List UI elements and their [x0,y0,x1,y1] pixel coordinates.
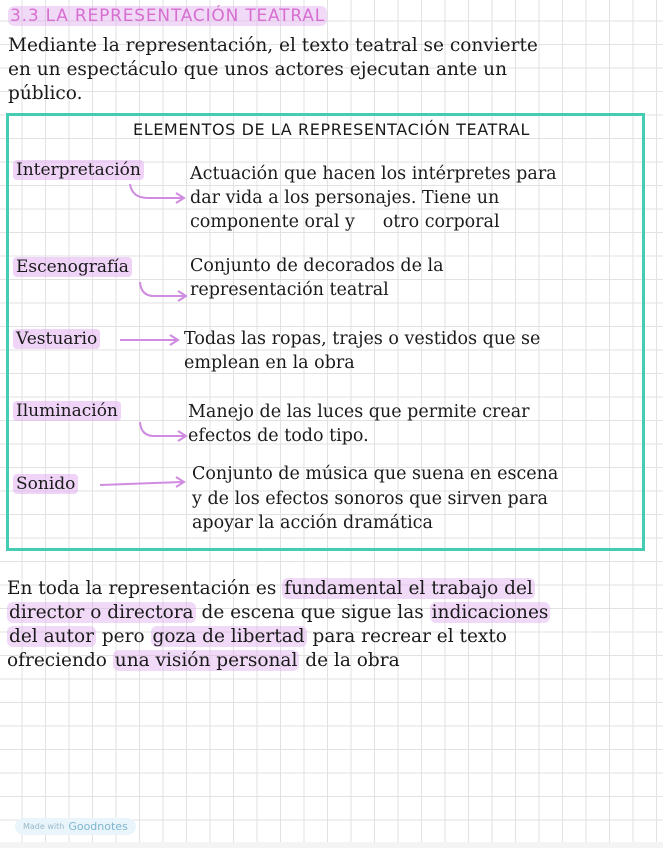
page-bottom-edge [0,842,663,848]
definition-line: y de los efectos sonoros que sirven para [192,489,548,509]
intro-line-2: en un espectáculo que unos actores ejecutan ante un [8,59,507,80]
goodnotes-watermark [15,818,136,835]
arrow-icon [128,182,190,206]
term-interpretacion: Interpretación [13,160,144,180]
term-vestuario: Vestuario [13,329,100,349]
conclusion-line-3: del autor pero goza de libertad para recrear el texto [9,626,507,647]
definition-line: emplean en la obra [184,353,355,373]
term-iluminacion: Iluminación [13,401,121,421]
definition-line: Actuación que hacen los intérpretes para [190,164,557,184]
term-escenografia: Escenografía [13,257,132,277]
definition-line: componente oral y otro corporal [190,212,500,232]
definition-line: representación teatral [190,280,389,300]
intro-line-3: público. [8,83,83,104]
arrow-icon [118,330,184,350]
definition-line: dar vida a los personajes. Tiene un [190,188,500,208]
definition-line: Conjunto de música que suena en escena [192,464,559,484]
term-sonido: Sonido [13,474,78,494]
watermark-prefix: Made with [23,822,65,831]
page-title: 3.3 LA REPRESENTACIÓN TEATRAL [10,6,325,26]
arrow-icon [98,474,190,494]
definition-line: efectos de todo tipo. [188,426,369,446]
intro-line-1: Mediante la representación, el texto teatral se convierte [8,35,538,56]
definition-line: Todas las ropas, trajes o vestidos que se [184,329,541,349]
arrow-icon [138,420,190,444]
watermark-brand: Goodnotes [68,820,128,833]
definition-line: Manejo de las luces que permite crear [188,402,530,422]
conclusion-line-2: director o directora de escena que sigue las indicaciones [9,602,549,623]
conclusion-line-4: ofreciendo una visión personal de la obra [7,650,400,671]
definition-line: Conjunto de decorados de la [190,256,444,276]
arrow-icon [138,280,190,304]
conclusion-line-1: En toda la representación es fundamental el trabajo del [7,578,533,599]
elements-box-title: ELEMENTOS DE LA REPRESENTACIÓN TEATRAL [132,120,530,139]
definition-line: apoyar la acción dramática [192,513,433,533]
